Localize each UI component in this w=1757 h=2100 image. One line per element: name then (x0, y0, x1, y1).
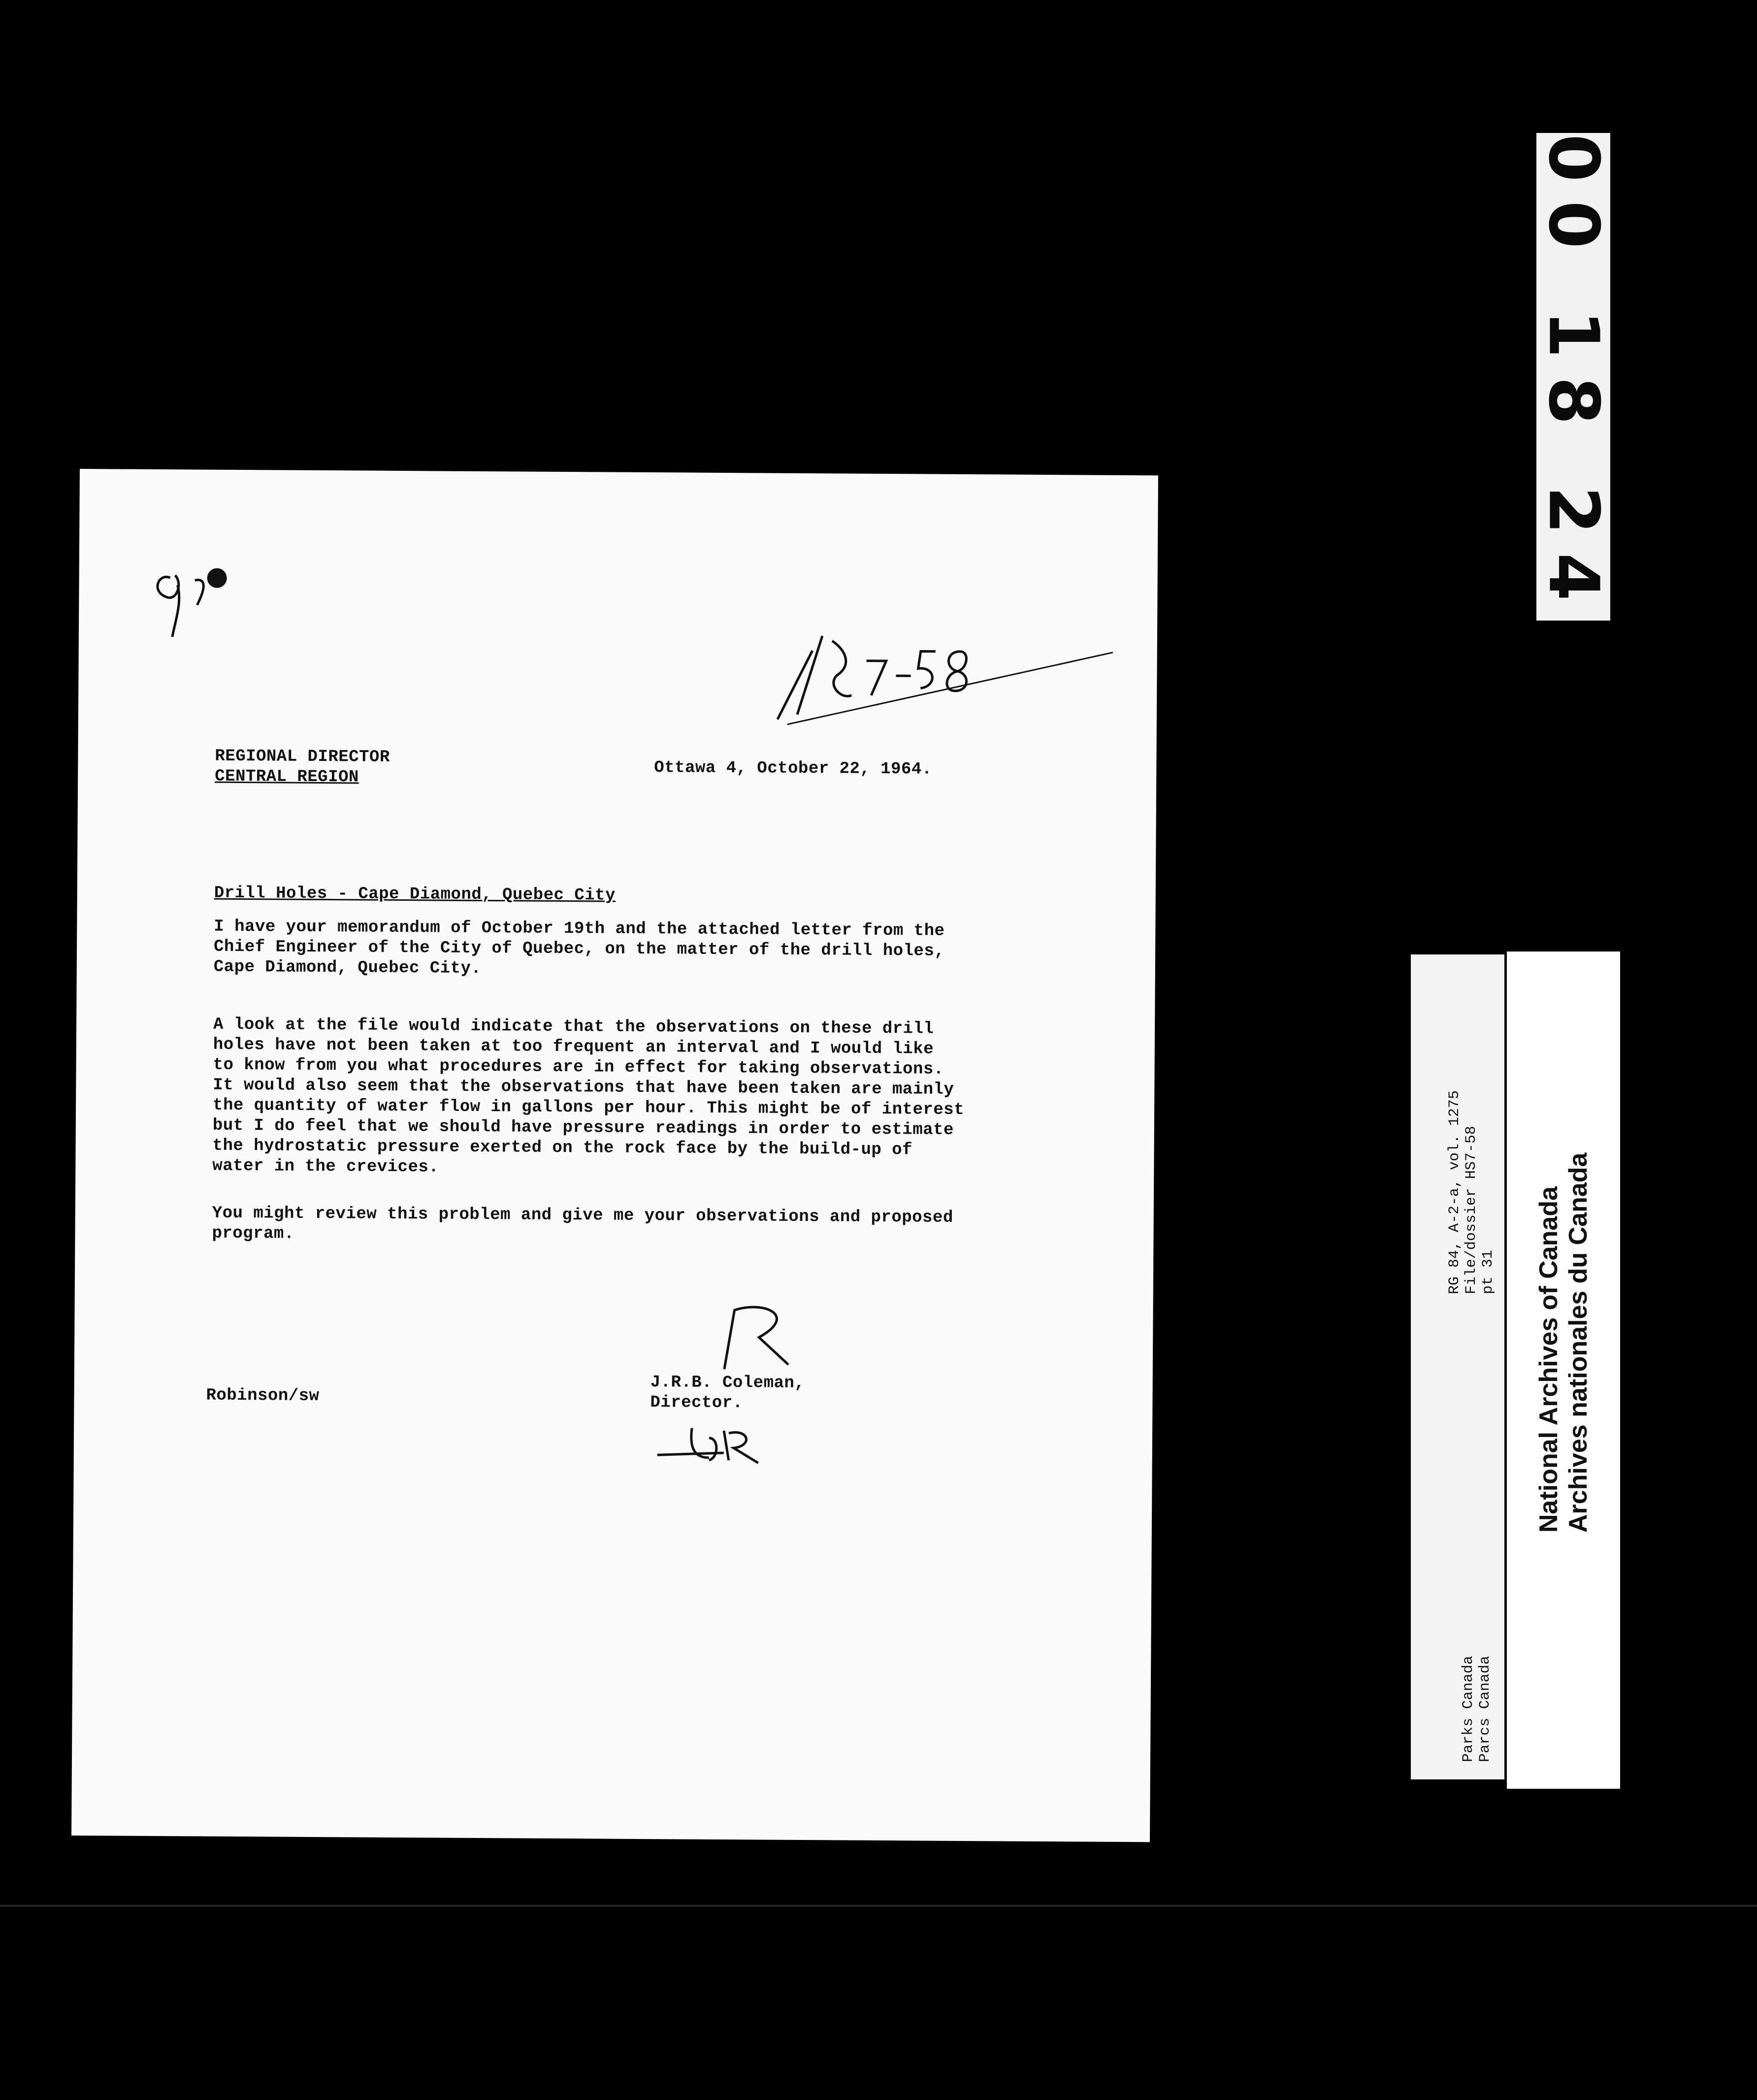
institution-line1: Parks Canada (1460, 1655, 1477, 1762)
archives-line1: National Archives of Canada (1534, 1186, 1563, 1533)
frame-number: 00 18 24 (1533, 134, 1614, 620)
handwritten-file-reference (768, 621, 1123, 731)
addressee-line1: REGIONAL DIRECTOR (215, 747, 390, 767)
reference-label-strip (1411, 954, 1504, 1779)
frame-number-strip (1533, 133, 1614, 621)
institution-line2: Parcs Canada (1477, 1655, 1494, 1762)
reference-line1: RG 84, A-2-a, vol. 1275 (1446, 1090, 1463, 1294)
signatory-title: Director. (650, 1393, 743, 1413)
letter-page (71, 469, 1158, 1842)
reference-line3: pt 31 (1480, 1249, 1497, 1294)
national-archives-strip (1507, 952, 1620, 1789)
subject-line: Drill Holes - Cape Diamond, Quebec City (214, 884, 616, 905)
handwritten-file-note (148, 558, 257, 657)
paragraph-2: A look at the file would indicate that the observations on these drill holes have not been taken at too frequent an interval and I would like to know from you what procedures are in effect for taking observations. It would also seem that the observations that have been taken are mainly the quantity of water flow in gallons per hour. This might be of interest but I do feel that we should have pressure readings in order to estimate the hydrostatic pressure exerted on the rock face by the build-up of water in the crevices. (212, 1015, 965, 1177)
signatory-name: J.R.B. Coleman, (650, 1373, 805, 1393)
archives-line2: Archives nationales du Canada (1564, 1152, 1593, 1533)
scan-edge-line (0, 1905, 1757, 1906)
date-line: Ottawa 4, October 22, 1964. (654, 758, 932, 779)
paragraph-3: You might review this problem and give me your observations and proposed program. (212, 1204, 953, 1244)
typist-reference: Robinson/sw (206, 1386, 320, 1406)
reference-line2: File/dossier HS7-58 (1463, 1125, 1480, 1294)
signature-initial (705, 1300, 799, 1375)
paragraph-1: I have your memorandum of October 19th and the attached letter from the Chief Engineer of the City of Quebec, on the matter of the drill holes, Cape Diamond, Quebec City. (213, 917, 945, 978)
for-signature-mark (655, 1418, 769, 1468)
addressee-line2: CENTRAL REGION (215, 767, 359, 787)
